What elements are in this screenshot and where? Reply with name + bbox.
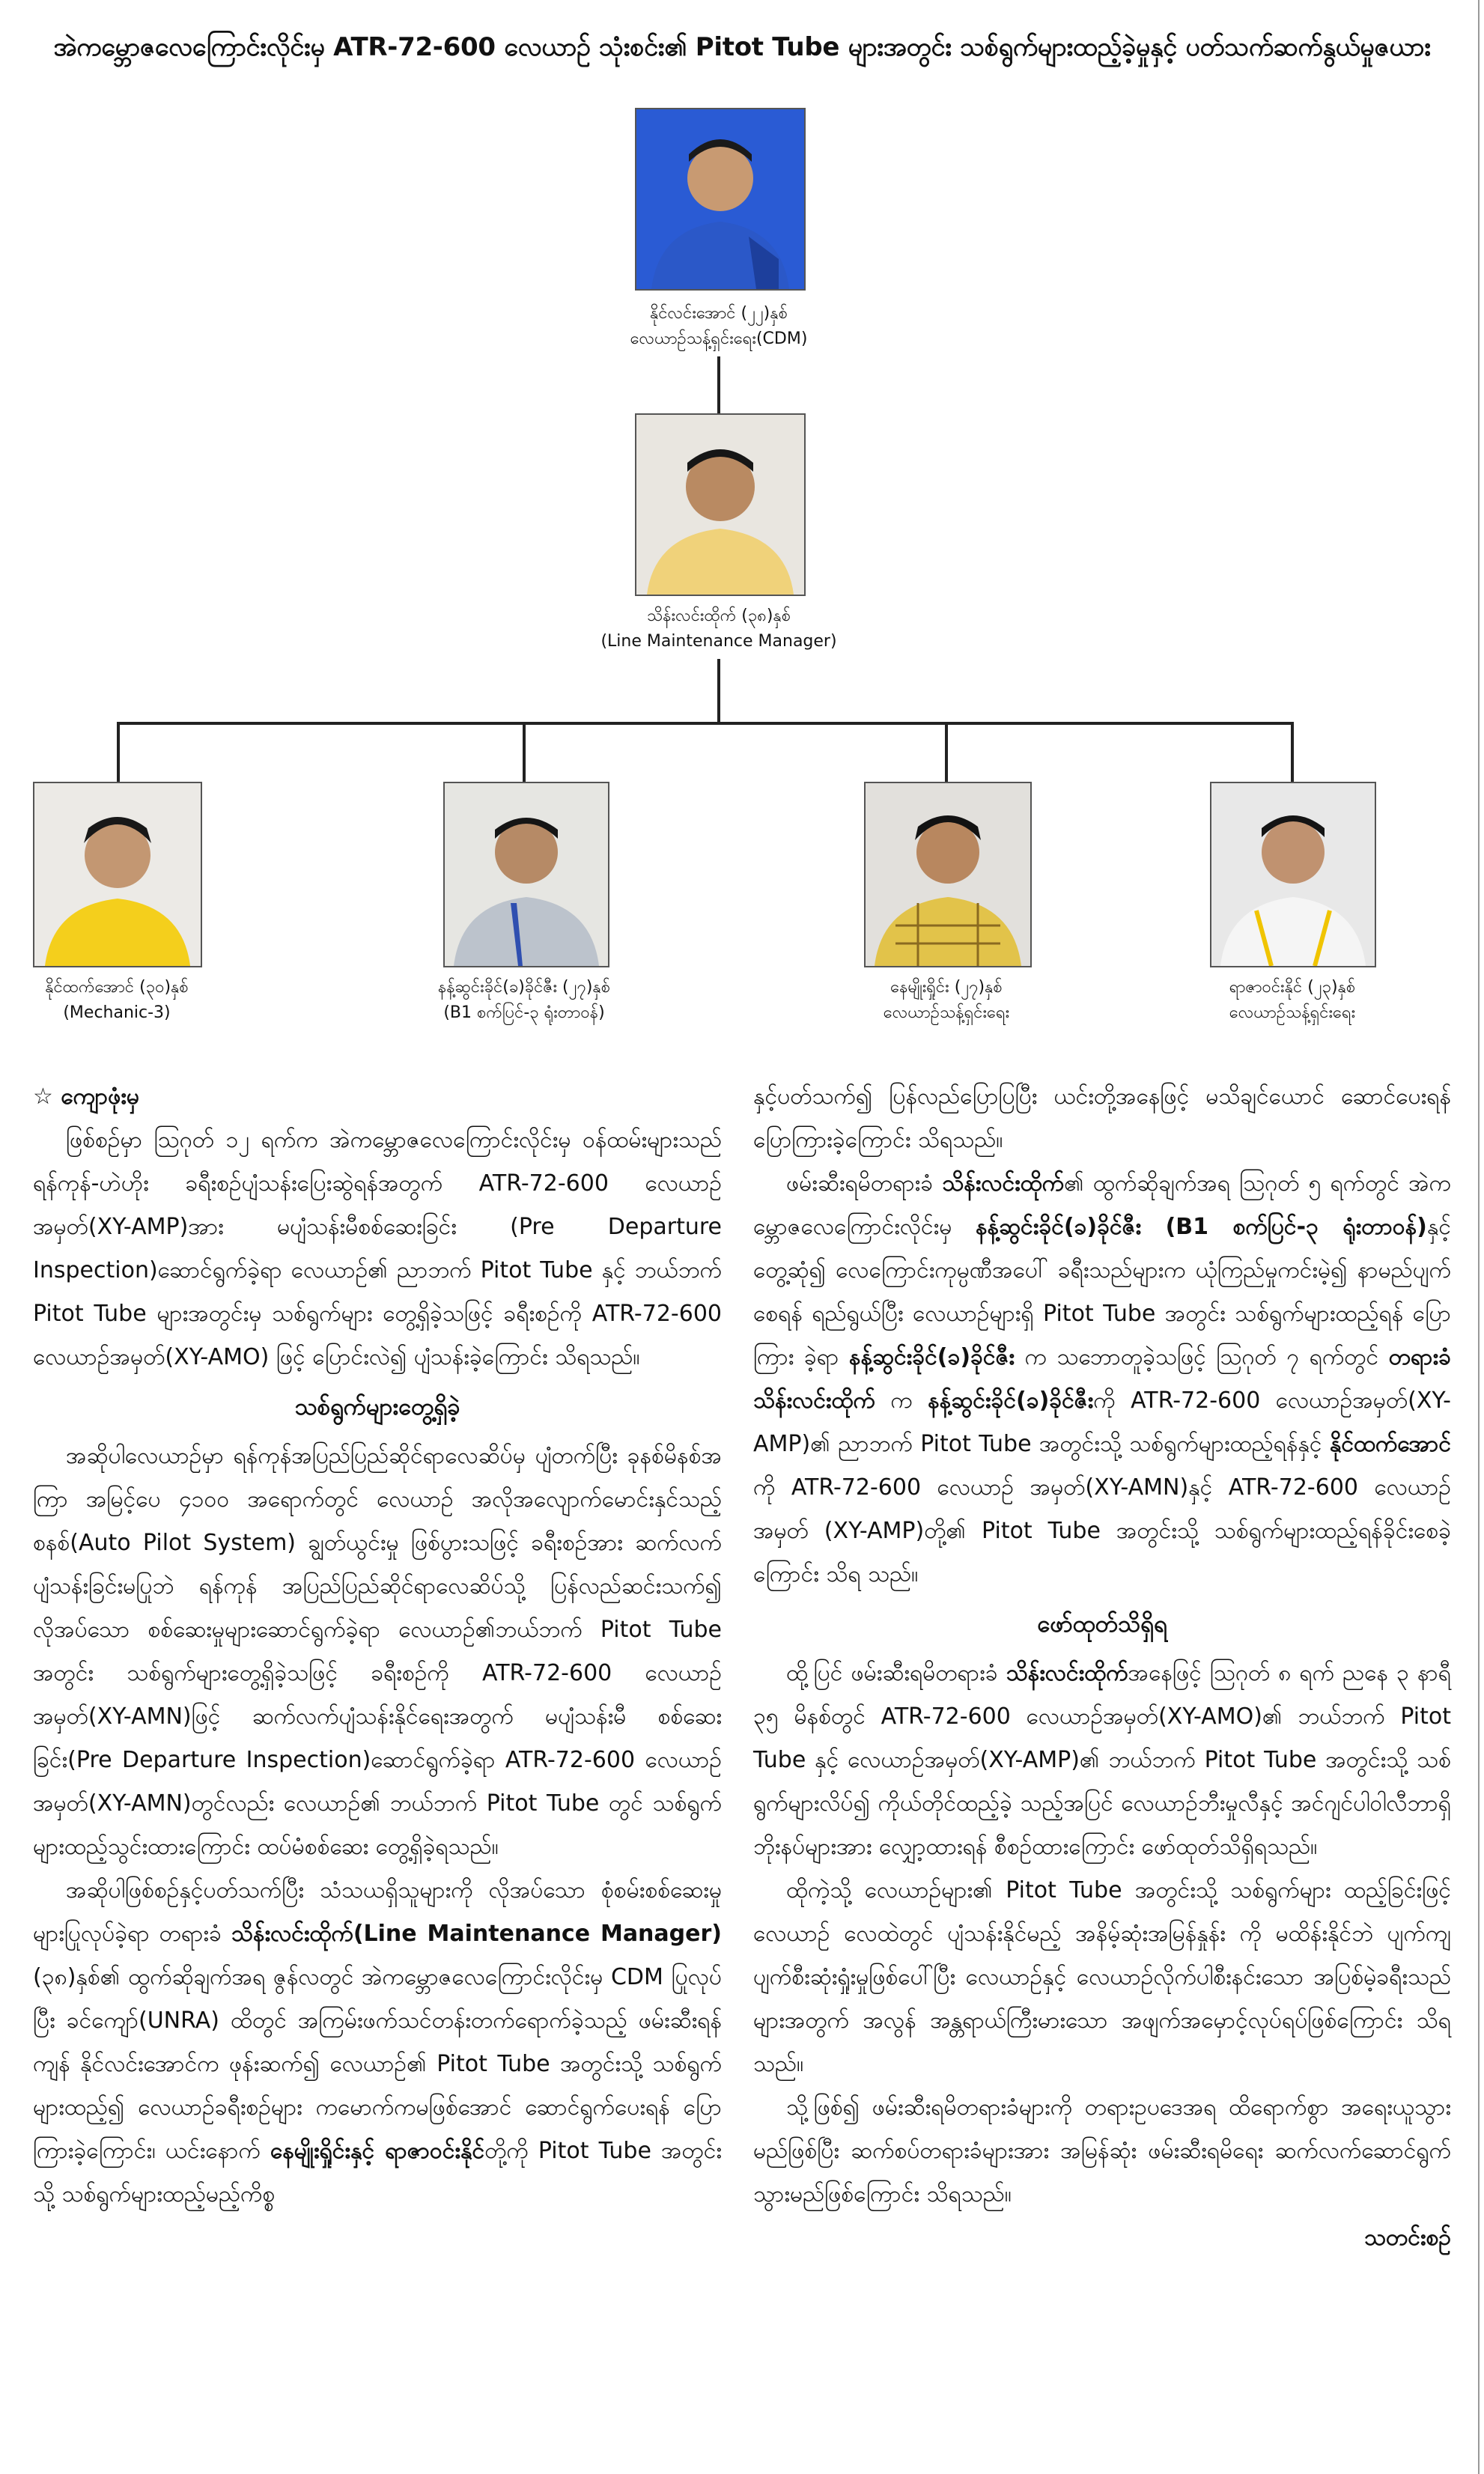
text-run: ထို့ပြင် ဖမ်းဆီးရမိတရားခံ: [786, 1660, 1006, 1686]
role-bottom-1: (Mechanic-3): [63, 1003, 171, 1022]
connector-drop-4: [1291, 722, 1294, 782]
bold-name: နန့်ဆွင်းခိုင်(ခ)ခိုင်ဇီး (B1 စက်ပြင်-၃ ရုံးတာဝန်): [976, 1214, 1427, 1240]
role-bottom-3: လေယာဉ်သန့်ရှင်းရေး: [883, 1003, 1010, 1022]
right-paragraph-1: [753, 1162, 1451, 1596]
name-bottom-3: နေမျိုးရှိုင်း (၂၇)နှစ်: [890, 978, 1003, 997]
left-paragraph-3: [33, 1869, 722, 2216]
text-run: နှင့် တွေ့ဆုံ၍ လေကြောင်းကုမ္ပဏီအပေါ် ခရီးသည်များက ယုံကြည်မှုကင်းမဲ့၍ နာမည်ပျက်စေရန် ရည်ရွယ်ပြီး လေယာဉ်များရှိ Pitot Tube အတွင်း သစ်ရွက်များထည့်ရန် ပြောကြား ခဲ့ရာ: [753, 1214, 1451, 1370]
caption-top: [584, 301, 854, 352]
bold-name: သိန်းလင်းထိုက်: [1006, 1660, 1128, 1686]
photo-bottom-4: [1210, 782, 1376, 967]
text-run: ကို ATR-72-600 လေယာဉ်အမှတ်(XY-AMP)၏ ညာဘက် Pitot Tube အတွင်းသို့ သစ်ရွက်များထည့်ရန်နှင့်: [753, 1388, 1451, 1457]
name-bottom-4: ရာဇာဝင်းနိုင် (၂၃)နှစ်: [1229, 978, 1356, 997]
role-bottom-4: လေယာဉ်သန့်ရှင်းရေး: [1229, 1003, 1356, 1022]
text-run: အနေဖြင့် ဩဂုတ် ၈ ရက် ညနေ ၃ နာရီ ၃၅ မိနစ်တွင် ATR-72-600 လေယာဉ်အမှတ်(XY-AMO)၏ ဘယ်ဘက် Pitot Tube နှင့် လေယာဉ်အမှတ်(XY-AMP)၏ ဘယ်ဘက် Pitot Tube အတွင်းသို့ သစ်ရွက်များလိပ်၍ ကိုယ်တိုင်ထည့်ခဲ့ သည့်အပြင် လေယာဉ်ဘီးမှုလီနှင့် အင်ဂျင်ပါဝါလီဘာရှိ ဘိုးနပ်များအား လျှော့ထားရန် စီစဉ်ထားကြောင်း ဖော်ထုတ်သိရှိရသည်။: [753, 1660, 1451, 1860]
photo-top: [635, 108, 806, 291]
caption-bottom-4: [1158, 975, 1427, 1026]
name-middle: သိန်းလင်းထိုက် (၃၈)နှစ်: [646, 607, 791, 625]
caption-middle: [584, 604, 854, 654]
text-run: အဆိုပါဖြစ်စဉ်နှင့်ပတ်သက်ပြီး သံသယရှိသူများကို လိုအပ်သော စုံစမ်းစစ်ဆေးမှုများပြုလုပ်ခဲ့ရာ တရားခံ: [33, 1877, 722, 1947]
bold-name: နန့်ဆွင်းခိုင်(ခ)ခိုင်ဇီး: [928, 1388, 1094, 1414]
name-bottom-1: နိုင်ထက်အောင် (၃၀)နှစ်: [45, 978, 189, 997]
connector-middle-bar: [717, 659, 720, 723]
article-right-column: [753, 1075, 1451, 2260]
photo-bottom-3: [864, 782, 1032, 967]
right-subheading: ဖော်ထုတ်သိရှိရ: [1037, 1611, 1167, 1638]
photo-bottom-1: [33, 782, 202, 967]
left-subheading: သစ်ရွက်များတွေ့ရှိခဲ့: [294, 1393, 460, 1420]
bold-name: သိန်းလင်းထိုက်(Line Maintenance Manager): [231, 1921, 722, 1947]
person-icon: [34, 783, 201, 966]
bold-name: နန့်ဆွင်းခိုင်(ခ)ခိုင်ဇီး: [848, 1344, 1015, 1370]
caption-bottom-1: [0, 975, 252, 1026]
role-middle: (Line Maintenance Manager): [600, 632, 837, 651]
connector-drop-3: [945, 722, 948, 782]
person-icon: [445, 783, 608, 966]
byline: သတင်းစဉ်: [1364, 2225, 1451, 2251]
name-bottom-2: နန့်ဆွင်းခိုင်(ခ)ခိုင်ဇီး (၂၇)နှစ်: [437, 978, 611, 997]
role-top: လေယာဉ်သန့်ရှင်းရေး(CDM): [630, 329, 808, 348]
right-paragraph-2: [753, 1652, 1451, 1869]
text-run: က: [875, 1388, 928, 1414]
left-paragraph-1: ဖြစ်စဉ်မှာ ဩဂုတ် ၁၂ ရက်က အဲကမ္ဘောဇလေကြောင်းလိုင်းမှ ဝန်ထမ်းများသည် ရန်ကုန်-ဟဲဟိုး ခရီးစဉ်ပျံသန်းပြေးဆွဲရန်အတွက် ATR-72-600 လေယာဉ်အမှတ်(XY-AMP)အား မပျံသန်းမီစစ်ဆေးခြင်း (Pre Departure Inspection)ဆောင်ရွက်ခဲ့ရာ လေယာဉ်၏ ညာဘက် Pitot Tube နှင့် ဘယ်ဘက် Pitot Tube များအတွင်းမှ သစ်ရွက်များ တွေ့ရှိခဲ့သဖြင့် ခရီးစဉ်ကို ATR-72-600 လေယာဉ်အမှတ်(XY-AMO) ဖြင့် ပြောင်းလဲ၍ ပျံသန်းခဲ့ကြောင်း သိရသည်။: [33, 1127, 722, 1370]
role-bottom-2: (B1 စက်ပြင်-၃ ရုံးတာဝန်): [443, 1003, 605, 1022]
connector-drop-1: [117, 722, 120, 782]
caption-bottom-2: [389, 975, 659, 1026]
page-edge-rule: [1478, 0, 1480, 2474]
connector-horizontal-bar: [117, 722, 1294, 725]
photo-middle: [635, 413, 806, 596]
text-run: က သဘောတူခဲ့သဖြင့် ဩဂုတ် ၇ ရက်တွင်: [1015, 1344, 1389, 1370]
person-icon: [866, 783, 1030, 966]
text-run: ဖမ်းဆီးရမိတရားခံ: [786, 1170, 943, 1197]
photo-bottom-2: [443, 782, 609, 967]
left-paragraph-2: အဆိုပါလေယာဉ်မှာ ရန်ကုန်အပြည်ပြည်ဆိုင်ရာလေဆိပ်မှ ပျံတက်ပြီး ခုနစ်မိနစ်အကြာ အမြင့်ပေ ၄၁၀၀ အရောက်တွင် လေယာဉ် အလိုအလျောက်မောင်းနှင်သည့်စနစ်(Auto Pilot System) ချွတ်ယွင်းမှု ဖြစ်ပွားသဖြင့် ခရီးစဉ်အား ဆက်လက်ပျံသန်းခြင်းမပြုဘဲ ရန်ကုန် အပြည်ပြည်ဆိုင်ရာလေဆိပ်သို့ ပြန်လည်ဆင်းသက်၍ လိုအပ်သော စစ်ဆေးမှုများဆောင်ရွက်ခဲ့ရာ လေယာဉ်၏ဘယ်ဘက် Pitot Tube အတွင်း သစ်ရွက်များတွေ့ရှိခဲ့သဖြင့် ခရီးစဉ်ကို ATR-72-600 လေယာဉ် အမှတ်(XY-AMN)ဖြင့် ဆက်လက်ပျံသန်းနိုင်ရေးအတွက် မပျံသန်းမီ စစ်ဆေးခြင်း(Pre Departure Inspection)ဆောင်ရွက်ခဲ့ရာ ATR-72-600 လေယာဉ်အမှတ်(XY-AMN)တွင်လည်း လေယာဉ်၏ ဘယ်ဘက် Pitot Tube တွင် သစ်ရွက်များထည့်သွင်းထားကြောင်း ထပ်မံစစ်ဆေး တွေ့ရှိခဲ့ရသည်။: [33, 1443, 722, 1860]
person-icon: [1211, 783, 1375, 966]
connector-top-middle: [717, 356, 720, 415]
text-run: ၏ ထွက်ဆိုချက်အရ ဩဂုတ် ၅ ရက်တွင် အဲကမ္ဘောဇလေကြောင်းလိုင်းမှ: [753, 1170, 1451, 1240]
star-head: ☆ ကျောဖုံးမှ: [33, 1083, 139, 1110]
caption-bottom-3: [812, 975, 1081, 1026]
bold-name: တရားခံ သိန်းလင်းထိုက်: [753, 1344, 1451, 1414]
person-icon: [636, 415, 804, 595]
name-top: နိုင်လင်းအောင် (၂၂)နှစ်: [649, 304, 788, 323]
bold-name: နိုင်ထက်အောင်: [1329, 1431, 1451, 1457]
right-paragraph-3: ထိုကဲ့သို့ လေယာဉ်များ၏ Pitot Tube အတွင်းသို့ သစ်ရွက်များ ထည့်ခြင်းဖြင့် လေယာဉ် လေထဲတွင် ပျံသန်းနိုင်မည့် အနိမ့်ဆုံးအမြန်နှုန်း ကို မထိန်းနိုင်ဘဲ ပျက်ကျပျက်စီးဆုံးရှုံးမှုဖြစ်ပေါ်ပြီး လေယာဉ်နှင့် လေယာဉ်လိုက်ပါစီးနင်းသော အပြစ်မဲ့ခရီးသည်များအတွက် အလွန် အန္တရာယ်ကြီးမားသော အဖျက်အမှောင့်လုပ်ရပ်ဖြစ်ကြောင်း သိရသည်။: [753, 1877, 1451, 2077]
right-paragraph-0: နှင့်ပတ်သက်၍ ပြန်လည်ပြောပြပြီး ယင်းတို့အနေဖြင့် မသိချင်ယောင် ဆောင်ပေးရန် ပြောကြားခဲ့ကြောင်း သိရသည်။: [753, 1083, 1451, 1153]
article-left-column: [33, 1075, 722, 2216]
headline: အဲကမ္ဘောဇလေကြောင်းလိုင်းမှ ATR-72-600 လေယာဉ် သုံးစင်း၏ Pitot Tube များအတွင်း သစ်ရွက်များထည့်ခဲ့မှုနှင့် ပတ်သက်ဆက်နွယ်မှုဇယား: [53, 32, 1431, 62]
text-run: တို့ကို Pitot Tube အတွင်းသို့ သစ်ရွက်များထည့်မည့်ကိစ္စ: [33, 2138, 723, 2207]
bold-name: သိန်းလင်းထိုက်: [942, 1170, 1065, 1197]
right-paragraph-4: သို့ဖြစ်၍ ဖမ်းဆီးရမိတရားခံများကို တရားဥပဒေအရ ထိရောက်စွာ အရေးယူသွားမည်ဖြစ်ပြီး ဆက်စပ်တရားခံများအား အမြန်ဆုံး ဖမ်းဆီးရမိရေး ဆက်လက်ဆောင်ရွက်သွားမည်ဖြစ်ကြောင်း သိရသည်။: [753, 2094, 1451, 2207]
bold-name: နေမျိုးရှိုင်းနှင့် ရာဇာဝင်းနိုင်: [270, 2138, 485, 2164]
text-run: ကို ATR-72-600 လေယာဉ် အမှတ်(XY-AMN)နှင့် ATR-72-600 လေယာဉ်အမှတ် (XY-AMP)တို့၏ Pitot Tube အတွင်းသို့ သစ်ရွက်များထည့်ရန်ခိုင်းစေခဲ့ကြောင်း သိရ သည်။: [753, 1474, 1451, 1587]
text-run: (၃၈)နှစ်၏ ထွက်ဆိုချက်အရ ဇွန်လတွင် အဲကမ္ဘောဇလေကြောင်းလိုင်းမှ CDM ပြုလုပ်ပြီး ခင်ကျော်(UNRA) ထိတွင် အကြမ်းဖက်သင်တန်းတက်ရောက်ခဲ့သည့် ဖမ်းဆီးရန်ကျန် နိုင်လင်းအောင်က ဖုန်းဆက်၍ လေယာဉ်၏ Pitot Tube အတွင်းသို့ သစ်ရွက်များထည့်၍ လေယာဉ်ခရီးစဉ်များ ကမောက်ကမဖြစ်အောင် ဆောင်ရွက်ပေးရန် ပြောကြားခဲ့ကြောင်း၊ ယင်းနောက်: [33, 1964, 722, 2164]
person-icon: [636, 109, 804, 289]
connector-drop-2: [523, 722, 526, 782]
